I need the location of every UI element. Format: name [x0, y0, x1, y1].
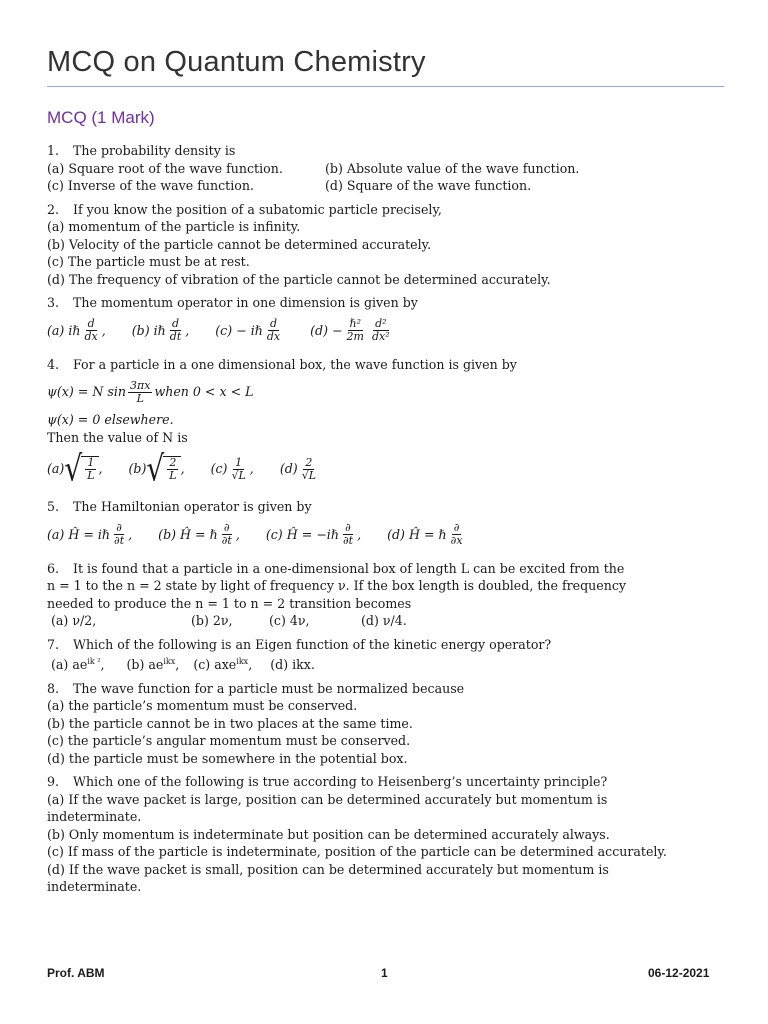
- footer-page-number: 1: [381, 966, 388, 980]
- question-text: The wave function for a particle must be normalized because: [73, 680, 465, 696]
- option-a: (a) Square root of the wave function.: [47, 160, 283, 176]
- question-number: 4.: [47, 356, 60, 372]
- option-d: (d) If the wave packet is small, position can be determined accurately but momentum is indeterminate.: [47, 861, 609, 895]
- question-9: [47, 773, 727, 896]
- question-number: 2.: [47, 201, 60, 217]
- page-title: MCQ on Quantum Chemistry: [47, 46, 426, 78]
- option-d: (d) − $\frac{\text{ℏ²}}{2m}$ $\frac{\text{d²}}{\text{dx²}}$: [310, 317, 390, 343]
- option-a: (a) momentum of the particle is infinity.: [47, 219, 301, 234]
- question-text-line1: It is found that a particle in a one-dimensional box of length L can be excited from the: [73, 560, 625, 576]
- option-a: (a) $ae^{ik ^2}$,: [51, 657, 105, 673]
- question-8: [47, 680, 727, 768]
- wavefunction-equation: ψ(x) = N sin $\frac{3\pi x}{L}$ when 0 < x < L: [47, 378, 254, 405]
- option-a: (a) If the wave packet is large, position can be determined accurately but momentum is indeterminate.: [47, 791, 608, 825]
- option-c: (c) The particle must be at rest.: [47, 254, 250, 269]
- question-6: [47, 560, 727, 630]
- question-list: [47, 142, 727, 902]
- question-2: [47, 201, 727, 289]
- option-a: (a) iℏ $\frac{d}{dx}$ ,: [47, 317, 106, 343]
- question-text: For a particle in a one dimensional box, the wave function is given by: [73, 356, 517, 372]
- option-b: (b) 2ν,: [191, 613, 233, 628]
- question-1: [47, 142, 727, 195]
- question-number: 9.: [47, 774, 60, 790]
- option-a: (a) Ĥ = iℏ $\frac{\partial}{\partial t}$ ,: [47, 521, 133, 547]
- option-a: (a) ν/2,: [51, 613, 97, 628]
- footer-date: 06-12-2021: [648, 966, 710, 980]
- option-b: (b) Velocity of the particle cannot be determined accurately.: [47, 236, 432, 252]
- option-b: (b) Ĥ = ℏ $\frac{\partial}{\partial t}$ ,: [158, 521, 240, 547]
- option-a: (a) √ $\frac{1}{L}$ ,: [47, 447, 103, 489]
- question-number: 6.: [47, 560, 60, 576]
- question-number: 8.: [47, 680, 60, 696]
- option-c: (c) axe$^{ikx}$,: [193, 657, 253, 673]
- option-d: (d) ν/4.: [361, 613, 407, 628]
- question-number: 1.: [47, 143, 60, 158]
- option-c: (c) the particle’s angular momentum must be conserved.: [47, 733, 411, 749]
- option-d: (d) $\frac{2}{√L}$: [279, 455, 317, 482]
- option-b: (b) Absolute value of the wave function.: [325, 160, 580, 176]
- option-c: (c) $\frac{1}{√L}$ ,: [210, 455, 254, 482]
- footer-author: Prof. ABM: [47, 966, 105, 980]
- question-3: [47, 294, 727, 350]
- title-divider: [47, 86, 724, 87]
- option-c: (c) − iℏ $\frac{d}{dx}$: [215, 317, 281, 343]
- question-text: The Hamiltonian operator is given by: [73, 499, 312, 514]
- question-number: 5.: [47, 499, 60, 514]
- question-text-line2: n = 1 to the n = 2 state by light of frequency ν. If the box length is doubled, the frequency: [47, 578, 626, 593]
- option-b: (b) the particle cannot be in two places at the same time.: [47, 715, 413, 731]
- question-text: If you know the position of a subatomic particle precisely,: [73, 201, 442, 217]
- question-followup: Then the value of N is: [47, 429, 188, 445]
- question-text-line3: needed to produce the n = 1 to n = 2 transition becomes: [47, 595, 412, 611]
- section-heading: MCQ (1 Mark): [47, 108, 155, 127]
- option-c: (c) If mass of the particle is indeterminate, position of the particle can be determined accurately.: [47, 844, 667, 860]
- option-d: (d) The frequency of vibration of the particle cannot be determined accurately.: [47, 271, 551, 287]
- option-b: (b) iℏ $\frac{d}{dt}$ ,: [131, 317, 190, 343]
- question-text: Which one of the following is true according to Heisenberg’s uncertainty principle?: [73, 774, 608, 790]
- option-c: (c) Ĥ = −iℏ $\frac{\partial}{\partial t}$ ,: [265, 521, 362, 547]
- option-d: (d) the particle must be somewhere in the potential box.: [47, 750, 408, 766]
- option-a: (a) the particle’s momentum must be conserved.: [47, 698, 358, 714]
- option-d: (d) Square of the wave function.: [325, 178, 532, 193]
- option-b: (b) Only momentum is indeterminate but position can be determined accurately always.: [47, 826, 610, 842]
- question-7: [47, 636, 727, 674]
- option-c: (c) 4ν,: [269, 613, 310, 628]
- option-b: (b) √ $\frac{2}{L}$ ,: [128, 447, 185, 489]
- question-5: [47, 498, 727, 554]
- option-b: (b) $ae^{ikx}$,: [126, 657, 180, 673]
- question-text: Which of the following is an Eigen function of the kinetic energy operator?: [73, 636, 552, 652]
- option-c: (c) Inverse of the wave function.: [47, 178, 254, 193]
- option-d: (d) ikx.: [270, 657, 315, 673]
- question-text: The probability density is: [73, 143, 236, 158]
- wavefunction-elsewhere: ψ(x) = 0 elsewhere.: [47, 412, 174, 427]
- question-text: The momentum operator in one dimension is given by: [73, 295, 418, 310]
- question-number: 3.: [47, 295, 60, 310]
- option-d: (d) Ĥ = ℏ $\frac{\partial}{\partial x}$: [387, 521, 463, 547]
- question-4: [47, 356, 727, 493]
- question-number: 7.: [47, 636, 60, 652]
